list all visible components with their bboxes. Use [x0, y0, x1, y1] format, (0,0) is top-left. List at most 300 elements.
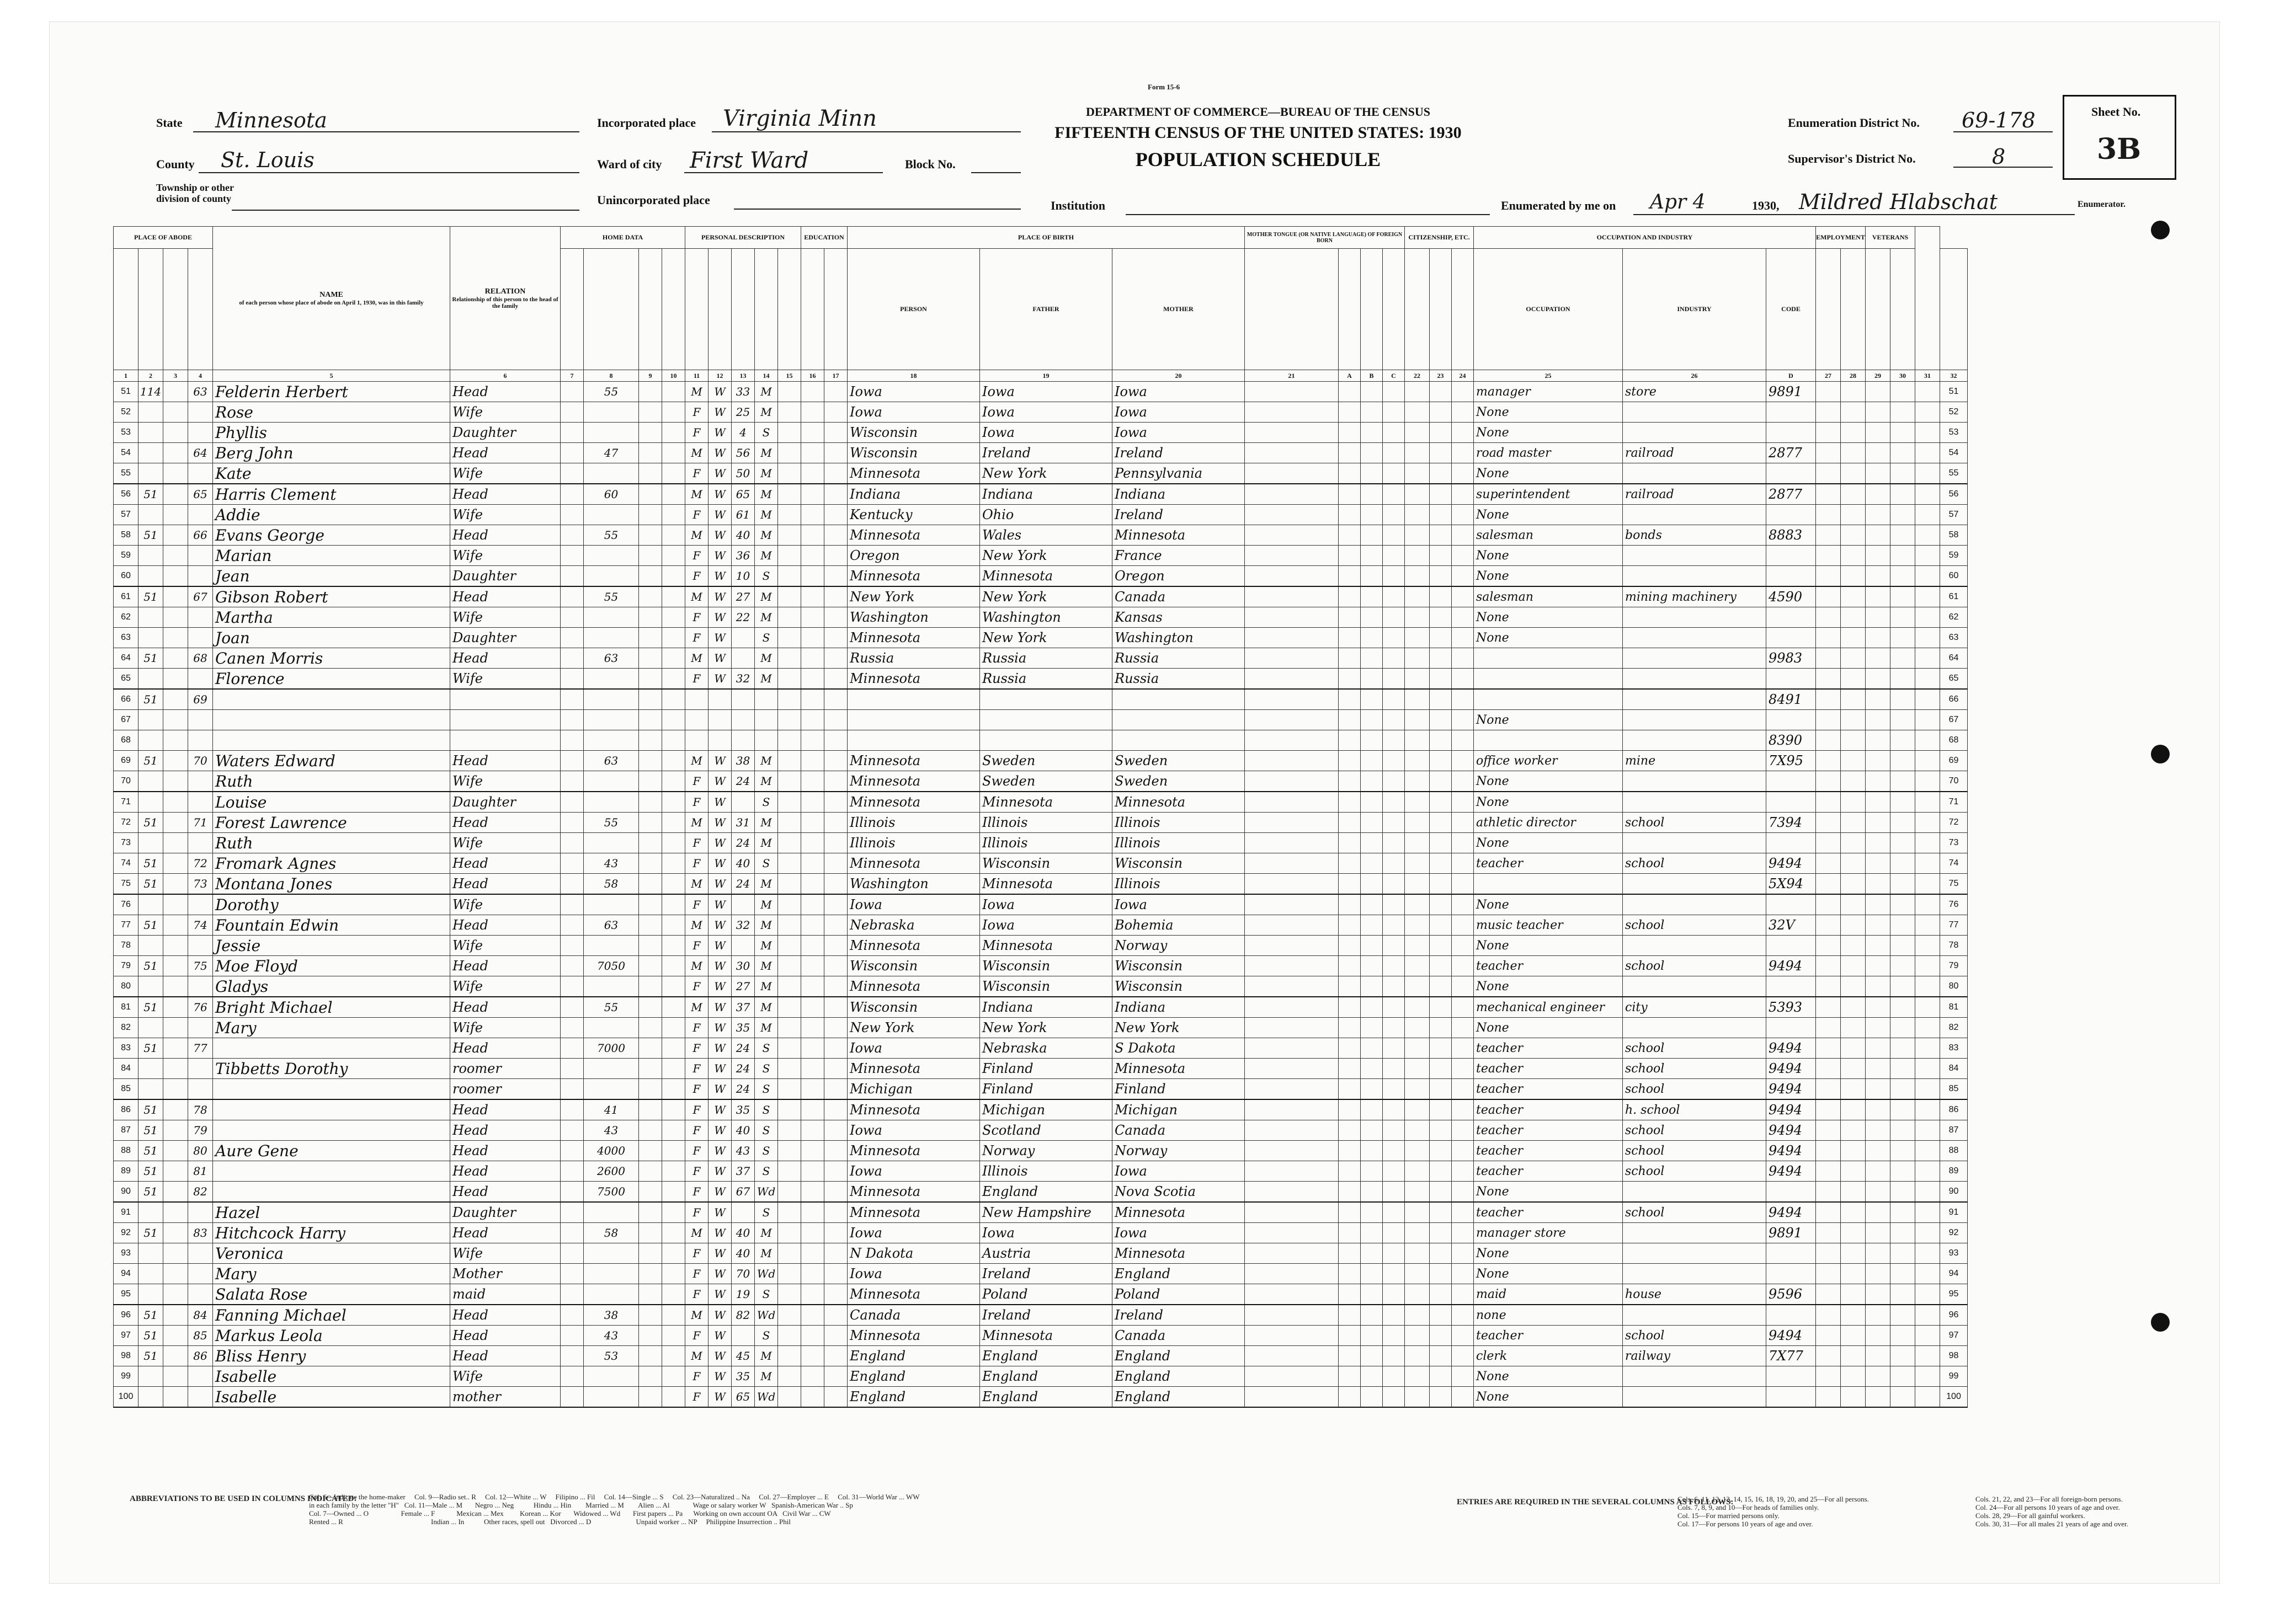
table-row [114, 936, 1968, 956]
cell-fam [188, 894, 213, 915]
cell-bp: Minnesota [848, 1141, 980, 1161]
cell-occ: None [1474, 546, 1623, 566]
cell-bp: Oregon [848, 546, 980, 566]
cell-age [732, 792, 755, 813]
cell-bp: Wisconsin [848, 956, 980, 976]
cell-mbp: Washington [1112, 628, 1245, 648]
cell-code [1766, 546, 1816, 566]
cell-occ: teacher [1474, 1120, 1623, 1141]
line-number-right: 89 [1940, 1161, 1968, 1182]
line-number: 90 [114, 1182, 139, 1203]
cell-mbp: England [1112, 1264, 1245, 1284]
cell-code: 9494 [1766, 956, 1816, 976]
cell-sex: F [685, 607, 709, 628]
table-row [114, 505, 1968, 525]
table-row [114, 586, 1968, 607]
line-number-right: 93 [1940, 1243, 1968, 1264]
cell-dw [139, 792, 163, 813]
table-row [114, 689, 1968, 710]
line-number: 82 [114, 1018, 139, 1038]
cell-mbp: New York [1112, 1018, 1245, 1038]
cell-mbp: Russia [1112, 648, 1245, 669]
cell-age: 33 [732, 382, 755, 402]
cell-mbp: Indiana [1112, 484, 1245, 505]
cell-rel: Wife [450, 402, 561, 423]
cell-rel: Head [450, 1326, 561, 1346]
cell-dw [139, 566, 163, 587]
cell-occ: None [1474, 1243, 1623, 1264]
cell-dw: 51 [139, 1305, 163, 1326]
cell-val [584, 546, 639, 566]
col-industry: INDUSTRY [1623, 249, 1766, 370]
cell-sex: F [685, 1326, 709, 1346]
cell-fam: 80 [188, 1141, 213, 1161]
cell-fbp: Ohio [980, 505, 1112, 525]
line-number: 63 [114, 628, 139, 648]
cell-dw [139, 1264, 163, 1284]
cell-name: Markus Leola [213, 1326, 450, 1346]
cell-dw: 51 [139, 1326, 163, 1346]
line-number: 91 [114, 1202, 139, 1223]
cell-code: 9983 [1766, 648, 1816, 669]
col-birth-father: FATHER [980, 249, 1112, 370]
cell-code: 32V [1766, 915, 1816, 936]
cell-age [732, 1202, 755, 1223]
cell-age: 35 [732, 1018, 755, 1038]
line-number-right: 96 [1940, 1305, 1968, 1326]
cell-dw: 51 [139, 813, 163, 833]
line-number: 95 [114, 1284, 139, 1305]
table-row [114, 792, 1968, 813]
cell-ind: school [1623, 1326, 1766, 1346]
cell-fbp: New York [980, 628, 1112, 648]
cell-fam [188, 710, 213, 730]
cell-rel: Daughter [450, 566, 561, 587]
cell-fbp: Ireland [980, 1305, 1112, 1326]
line-number-right: 90 [1940, 1182, 1968, 1203]
cell-dw: 51 [139, 586, 163, 607]
cell-sex: M [685, 443, 709, 463]
cell-race: W [709, 1305, 732, 1326]
cell-name: Salata Rose [213, 1284, 450, 1305]
cell-dw [139, 1079, 163, 1100]
cell-fam: 71 [188, 813, 213, 833]
cell-fbp: Illinois [980, 833, 1112, 853]
cell-sex: F [685, 546, 709, 566]
cell-bp: Minnesota [848, 463, 980, 484]
line-number: 74 [114, 853, 139, 874]
cell-occ [1474, 648, 1623, 669]
cell-dw: 51 [139, 1038, 163, 1059]
cell-name: Moe Floyd [213, 956, 450, 976]
cell-occ: teacher [1474, 956, 1623, 976]
cell-ms: M [755, 833, 778, 853]
cell-ind [1623, 1305, 1766, 1326]
cell-ind: railroad [1623, 443, 1766, 463]
cell-code: 7394 [1766, 813, 1816, 833]
cell-rel: Head [450, 751, 561, 771]
incorp-value: Virginia Minn [723, 106, 877, 131]
table-row [114, 382, 1968, 402]
cell-ms [755, 689, 778, 710]
cell-name: Aure Gene [213, 1141, 450, 1161]
cell-fam: 74 [188, 915, 213, 936]
cell-fbp: Indiana [980, 997, 1112, 1018]
cell-age [732, 1326, 755, 1346]
cell-ind: school [1623, 1038, 1766, 1059]
cell-ind [1623, 1366, 1766, 1387]
line-number: 99 [114, 1366, 139, 1387]
cell-name: Jessie [213, 936, 450, 956]
state-value: Minnesota [215, 108, 327, 132]
cell-race: W [709, 792, 732, 813]
cell-sex: F [685, 1099, 709, 1120]
cell-ind [1623, 566, 1766, 587]
cell-bp: Washington [848, 607, 980, 628]
cell-name: Kate [213, 463, 450, 484]
cell-rel: Head [450, 1305, 561, 1326]
cell-fam: 85 [188, 1326, 213, 1346]
cell-name: Marian [213, 546, 450, 566]
line-number: 67 [114, 710, 139, 730]
cell-race: W [709, 525, 732, 546]
cell-val [584, 976, 639, 997]
cell-ind [1623, 505, 1766, 525]
line-number-right: 68 [1940, 730, 1968, 751]
cell-fbp: Michigan [980, 1099, 1112, 1120]
group-personal-description: PERSONAL DESCRIPTION [685, 227, 801, 249]
cell-occ: maid [1474, 1284, 1623, 1305]
cell-fbp: Russia [980, 669, 1112, 690]
cell-dw [139, 463, 163, 484]
cell-race: W [709, 833, 732, 853]
cell-age [732, 689, 755, 710]
line-number: 52 [114, 402, 139, 423]
cell-fam [188, 607, 213, 628]
cell-dw: 51 [139, 1141, 163, 1161]
cell-race [709, 730, 732, 751]
cell-val [584, 423, 639, 443]
cell-race: W [709, 1079, 732, 1100]
cell-fam: 86 [188, 1346, 213, 1366]
cell-occ: None [1474, 1366, 1623, 1387]
cell-bp: England [848, 1366, 980, 1387]
cell-ms: M [755, 894, 778, 915]
cell-fbp: Austria [980, 1243, 1112, 1264]
cell-fam: 82 [188, 1182, 213, 1203]
cell-ind: school [1623, 813, 1766, 833]
line-number: 68 [114, 730, 139, 751]
cell-age: 45 [732, 1346, 755, 1366]
table-row [114, 853, 1968, 874]
cell-rel: roomer [450, 1079, 561, 1100]
cell-dw [139, 402, 163, 423]
cell-fbp: New York [980, 546, 1112, 566]
cell-fam [188, 771, 213, 792]
cell-ind: city [1623, 997, 1766, 1018]
cell-fam: 72 [188, 853, 213, 874]
cell-rel: Daughter [450, 1202, 561, 1223]
cell-rel: Daughter [450, 628, 561, 648]
line-number: 94 [114, 1264, 139, 1284]
cell-occ: teacher [1474, 1099, 1623, 1120]
cell-code [1766, 1366, 1816, 1387]
cell-rel: Head [450, 1099, 561, 1120]
table-row [114, 710, 1968, 730]
cell-code: 7X95 [1766, 751, 1816, 771]
cell-code: 5X94 [1766, 874, 1816, 895]
cell-mbp: Iowa [1112, 894, 1245, 915]
line-number-right: 54 [1940, 443, 1968, 463]
cell-age: 65 [732, 1387, 755, 1408]
cell-code [1766, 710, 1816, 730]
table-row [114, 423, 1968, 443]
cell-val [584, 669, 639, 690]
line-number: 58 [114, 525, 139, 546]
cell-occ: teacher [1474, 853, 1623, 874]
cell-fam: 83 [188, 1223, 213, 1243]
cell-age: 50 [732, 463, 755, 484]
cell-val: 7050 [584, 956, 639, 976]
cell-sex: F [685, 402, 709, 423]
cell-ind [1623, 648, 1766, 669]
cell-bp: Iowa [848, 894, 980, 915]
line-number: 69 [114, 751, 139, 771]
cell-bp: Iowa [848, 1223, 980, 1243]
cell-age: 43 [732, 1141, 755, 1161]
cell-dw: 51 [139, 525, 163, 546]
cell-ms: Wd [755, 1264, 778, 1284]
cell-occ: None [1474, 505, 1623, 525]
cell-code [1766, 505, 1816, 525]
cell-val: 55 [584, 586, 639, 607]
cell-rel: Wife [450, 833, 561, 853]
cell-fam [188, 505, 213, 525]
cell-occ: none [1474, 1305, 1623, 1326]
cell-val [584, 936, 639, 956]
cell-name: Phyllis [213, 423, 450, 443]
cell-bp: Illinois [848, 813, 980, 833]
cell-ind: school [1623, 915, 1766, 936]
cell-code: 9596 [1766, 1284, 1816, 1305]
cell-rel: Head [450, 586, 561, 607]
cell-ind [1623, 463, 1766, 484]
cell-code: 9494 [1766, 1059, 1816, 1079]
cell-ms: S [755, 1141, 778, 1161]
cell-mbp: Pennsylvania [1112, 463, 1245, 484]
cell-fbp: Iowa [980, 382, 1112, 402]
line-number: 61 [114, 586, 139, 607]
cell-mbp: Minnesota [1112, 792, 1245, 813]
line-number-right: 70 [1940, 771, 1968, 792]
line-number: 81 [114, 997, 139, 1018]
cell-age: 32 [732, 915, 755, 936]
cell-fbp: Sweden [980, 751, 1112, 771]
cell-rel [450, 710, 561, 730]
cell-name: Montana Jones [213, 874, 450, 895]
cell-dw [139, 833, 163, 853]
cell-bp: Minnesota [848, 792, 980, 813]
cell-occ: None [1474, 1018, 1623, 1038]
cell-rel: Head [450, 1223, 561, 1243]
cell-bp: Minnesota [848, 628, 980, 648]
cell-race: W [709, 402, 732, 423]
cell-val: 43 [584, 1120, 639, 1141]
cell-fbp: Minnesota [980, 936, 1112, 956]
table-row [114, 525, 1968, 546]
cell-name [213, 1038, 450, 1059]
cell-bp: Iowa [848, 1038, 980, 1059]
binder-hole-bottom [2151, 1313, 2170, 1332]
line-number: 73 [114, 833, 139, 853]
cell-mbp: England [1112, 1346, 1245, 1366]
cell-sex: M [685, 813, 709, 833]
cell-mbp: Poland [1112, 1284, 1245, 1305]
cell-val: 43 [584, 853, 639, 874]
line-number-right: 71 [1940, 792, 1968, 813]
line-number-right: 85 [1940, 1079, 1968, 1100]
cell-mbp: Iowa [1112, 382, 1245, 402]
cell-fbp: Wales [980, 525, 1112, 546]
cell-race: W [709, 1038, 732, 1059]
cell-name: Felderin Herbert [213, 382, 450, 402]
cell-sex: F [685, 771, 709, 792]
institution-label: Institution [1051, 199, 1106, 212]
cell-race: W [709, 997, 732, 1018]
cell-code: 9494 [1766, 1099, 1816, 1120]
cell-code: 5393 [1766, 997, 1816, 1018]
cell-race: W [709, 1018, 732, 1038]
cell-code: 9891 [1766, 1223, 1816, 1243]
cell-race: W [709, 546, 732, 566]
line-number-right: 94 [1940, 1264, 1968, 1284]
cell-fbp [980, 730, 1112, 751]
cell-name: Dorothy [213, 894, 450, 915]
cell-bp: Minnesota [848, 936, 980, 956]
cell-ind [1623, 730, 1766, 751]
cell-race: W [709, 607, 732, 628]
cell-occ: None [1474, 628, 1623, 648]
cell-bp: New York [848, 586, 980, 607]
schedule-title: POPULATION SCHEDULE [1135, 148, 1381, 170]
cell-race: W [709, 484, 732, 505]
cell-fam: 68 [188, 648, 213, 669]
cell-bp: Minnesota [848, 1059, 980, 1079]
cell-ms: S [755, 628, 778, 648]
cell-ind [1623, 792, 1766, 813]
cell-race: W [709, 1243, 732, 1264]
cell-race: W [709, 505, 732, 525]
cell-name [213, 710, 450, 730]
table-row [114, 463, 1968, 484]
cell-dw [139, 1284, 163, 1305]
cell-mbp: Wisconsin [1112, 976, 1245, 997]
cell-code [1766, 1018, 1816, 1038]
cell-fbp: New Hampshire [980, 1202, 1112, 1223]
cell-name: Forest Lawrence [213, 813, 450, 833]
cell-mbp: England [1112, 1366, 1245, 1387]
cell-fam: 76 [188, 997, 213, 1018]
cell-code: 9891 [1766, 382, 1816, 402]
line-number-right: 63 [1940, 628, 1968, 648]
cell-fam: 67 [188, 586, 213, 607]
cell-sex: F [685, 833, 709, 853]
table-row [114, 443, 1968, 463]
cell-occ: None [1474, 402, 1623, 423]
enumerated-label: Enumerated by me on [1501, 199, 1616, 212]
cell-occ: None [1474, 1182, 1623, 1203]
cell-dw [139, 1366, 163, 1387]
cell-ind [1623, 546, 1766, 566]
cell-occ: None [1474, 936, 1623, 956]
line-number: 85 [114, 1079, 139, 1100]
cell-occ: teacher [1474, 1079, 1623, 1100]
cell-ind: school [1623, 1079, 1766, 1100]
cell-rel: Head [450, 956, 561, 976]
cell-rel [450, 689, 561, 710]
cell-dw [139, 1243, 163, 1264]
cell-ind [1623, 423, 1766, 443]
cell-age: 40 [732, 525, 755, 546]
cell-race: W [709, 566, 732, 587]
line-number-right: 80 [1940, 976, 1968, 997]
cell-sex: F [685, 1079, 709, 1100]
line-number: 76 [114, 894, 139, 915]
cell-val [584, 833, 639, 853]
cell-occ [1474, 730, 1623, 751]
line-number: 84 [114, 1059, 139, 1079]
cell-name: Gladys [213, 976, 450, 997]
cell-dw: 51 [139, 1120, 163, 1141]
table-row [114, 976, 1968, 997]
cell-sex: M [685, 751, 709, 771]
line-number-right: 52 [1940, 402, 1968, 423]
cell-mbp: Norway [1112, 936, 1245, 956]
cell-fam: 84 [188, 1305, 213, 1326]
cell-race: W [709, 771, 732, 792]
line-number: 75 [114, 874, 139, 895]
cell-name: Jean [213, 566, 450, 587]
cell-mbp: Canada [1112, 1120, 1245, 1141]
cell-name: Waters Edward [213, 751, 450, 771]
table-row [114, 915, 1968, 936]
line-number-right: 57 [1940, 505, 1968, 525]
cell-mbp: Illinois [1112, 833, 1245, 853]
cell-fam: 64 [188, 443, 213, 463]
cell-mbp: Indiana [1112, 997, 1245, 1018]
cell-fam [188, 1264, 213, 1284]
cell-code: 9494 [1766, 1141, 1816, 1161]
census-title: FIFTEENTH CENSUS OF THE UNITED STATES: 1930 [1054, 124, 1462, 142]
cell-age: 40 [732, 853, 755, 874]
cell-ind: school [1623, 956, 1766, 976]
cell-fbp: New York [980, 1018, 1112, 1038]
cell-code [1766, 771, 1816, 792]
cell-name: Gibson Robert [213, 586, 450, 607]
line-number-right: 79 [1940, 956, 1968, 976]
cell-occ: None [1474, 1387, 1623, 1408]
cell-val [584, 505, 639, 525]
cell-code [1766, 566, 1816, 587]
cell-dw [139, 1202, 163, 1223]
cell-occ: salesman [1474, 586, 1623, 607]
cell-occ: teacher [1474, 1059, 1623, 1079]
cell-ms: M [755, 586, 778, 607]
cell-mbp: Russia [1112, 669, 1245, 690]
cell-sex: F [685, 1202, 709, 1223]
cell-bp: Indiana [848, 484, 980, 505]
cell-fbp: England [980, 1366, 1112, 1387]
